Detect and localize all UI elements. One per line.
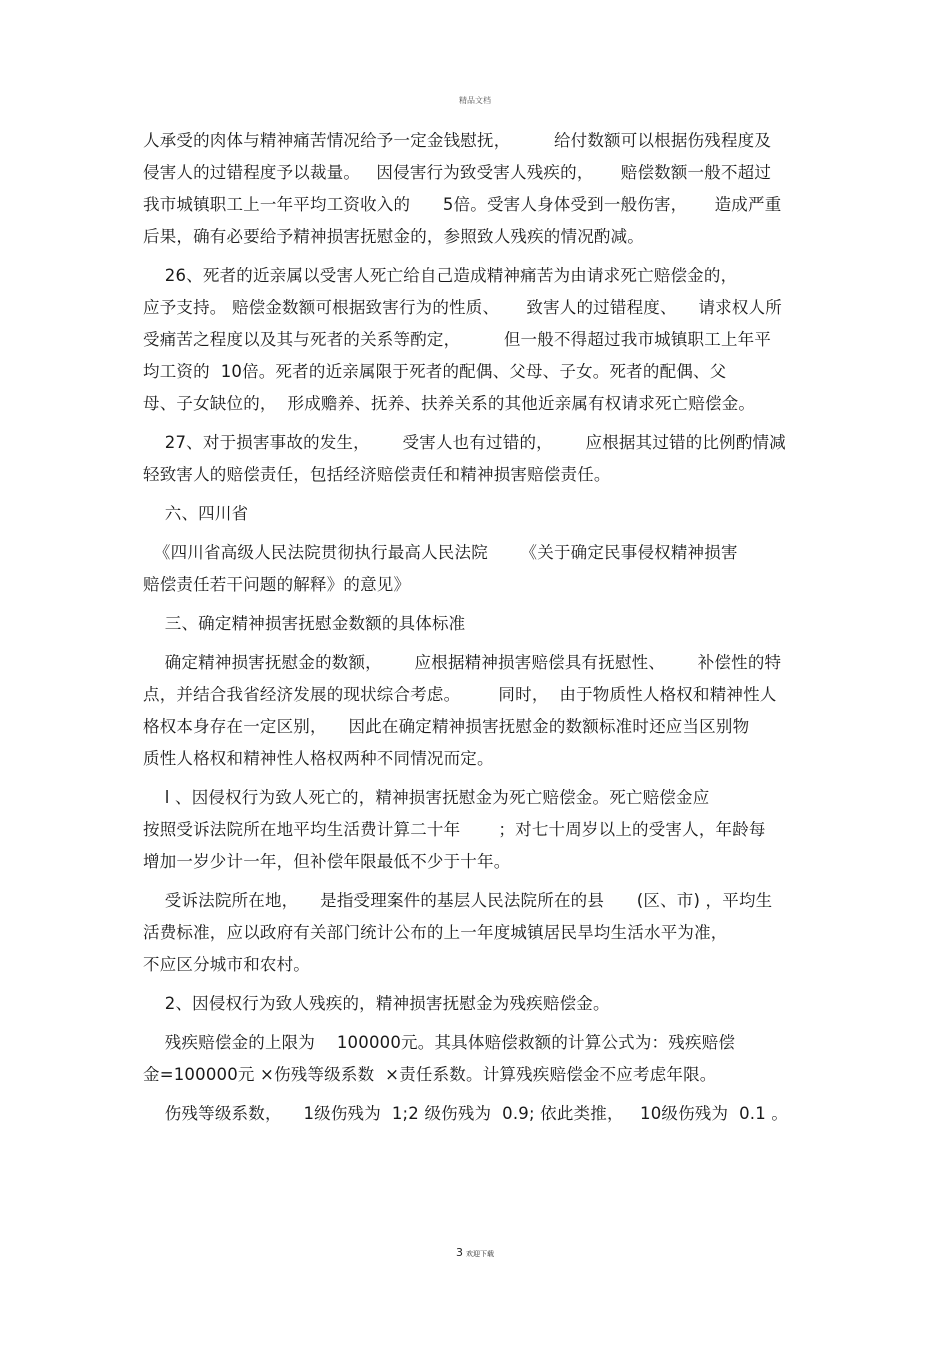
paragraph-line: 均工资的 10倍。死者的近亲属限于死者的配偶、父母、子女。死者的配偶、父 — [143, 362, 727, 381]
footer-note: 欢迎下载 — [466, 1250, 494, 1258]
document-body — [143, 128, 813, 1133]
paragraph-line: 质性人格权和精神性人格权两种不同情况而定。 — [143, 749, 494, 768]
paragraph — [143, 128, 813, 256]
paragraph-line: 伤残等级系数， 1级伤残为 1;2 级伤残为 0.9; 依此类推， 10级伤残为 0.1 。 — [143, 1104, 789, 1123]
paragraph-line: 确定精神损害抚慰金的数额， 应根据精神损害赔偿具有抚慰性、 补偿性的特 — [143, 653, 782, 672]
paragraph-line: l 、因侵权行为致人死亡的，精神损害抚慰金为死亡赔偿金。死亡赔偿金应 — [143, 788, 710, 807]
paragraph — [143, 785, 813, 881]
paragraph-line: 27、对于损害事故的发生， 受害人也有过错的， 应根据其过错的比例酌情减 — [143, 433, 786, 452]
paragraph-line: 2、因侵权行为致人残疾的，精神损害抚慰金为残疾赔偿金。 — [143, 994, 610, 1013]
paragraph-line: 按照受诉法院所在地平均生活费计算二十年 ；对七十周岁以上的受害人，年龄每 — [143, 820, 766, 839]
paragraph-line: 侵害人的过错程度予以裁量。 因侵害行为致受害人残疾的， 赔偿数额一般不超过 — [143, 163, 772, 182]
paragraph-line: 受痛苦之程度以及其与死者的关系等酌定， 但一般不得超过我市城镇职工上年平 — [143, 330, 772, 349]
paragraph — [143, 540, 813, 604]
paragraph-line: 点，并结合我省经济发展的现状综合考虑。 同时， 由于物质性人格权和精神性人 — [143, 685, 777, 704]
page-header: 精品文档 — [459, 96, 491, 105]
paragraph-line: 受诉法院所在地， 是指受理案件的基层人民法院所在的县 (区、市) ，平均生 — [143, 891, 773, 910]
paragraph-line: 后果，确有必要给予精神损害抚慰金的，参照致人残疾的情况酌减。 — [143, 227, 644, 246]
paragraph — [143, 888, 813, 984]
paragraph-line: 26、死者的近亲属以受害人死亡给自己造成精神痛苦为由请求死亡赔偿金的， — [143, 266, 738, 285]
paragraph — [143, 1101, 813, 1133]
paragraph-line: 人承受的肉体与精神痛苦情况给予一定金钱慰抚， 给付数额可以根据伤残程度及 — [143, 131, 772, 150]
paragraph-line: 活费标准，应以政府有关部门统计公布的上一年度城镇居民旱均生活水平为准， — [143, 923, 728, 942]
paragraph-line: 应予支持。 赔偿金数额可根据致害行为的性质、 致害人的过错程度、 请求权人所 — [143, 298, 782, 317]
paragraph-line: 母、子女缺位的， 形成赡养、抚养、扶养关系的其他近亲属有权请求死亡赔偿金。 — [143, 394, 756, 413]
paragraph — [143, 1030, 813, 1094]
paragraph-line: 三、确定精神损害抚慰金数额的具体标准 — [143, 614, 466, 633]
paragraph — [143, 650, 813, 778]
paragraph-line: 不应区分城市和农村。 — [143, 955, 310, 974]
page-footer — [0, 1241, 950, 1260]
paragraph-line: 轻致害人的赔偿责任，包括经济赔偿责任和精神损害赔偿责任。 — [143, 465, 611, 484]
page-number: 3 — [456, 1246, 463, 1259]
paragraph-line: 格权本身存在一定区别， 因此在确定精神损害抚慰金的数额标准时还应当区别物 — [143, 717, 750, 736]
paragraph — [143, 263, 813, 423]
paragraph-line: 增加一岁少计一年，但补偿年限最低不少于十年。 — [143, 852, 511, 871]
paragraph-line: 金=100000元 ×伤残等级系数 ×责任系数。计算残疾赔偿金不应考虑年限。 — [143, 1065, 717, 1084]
paragraph-line: 六、四川省 — [143, 504, 249, 523]
paragraph-line: 残疾赔偿金的上限为 100000元。其具体赔偿救额的计算公式为：残疾赔偿 — [143, 1033, 736, 1052]
paragraph — [143, 991, 813, 1023]
paragraph-line: 我市城镇职工上一年平均工资收入的 5倍。受害人身体受到一般伤害， 造成严重 — [143, 195, 782, 214]
paragraph — [143, 501, 813, 533]
paragraph — [143, 611, 813, 643]
paragraph-line: 赔偿责任若干问题的解释》的意见》 — [143, 575, 411, 594]
paragraph — [143, 430, 813, 494]
paragraph-line: 《四川省高级人民法院贯彻执行最高人民法院 《关于确定民事侵权精神损害 — [143, 543, 738, 562]
